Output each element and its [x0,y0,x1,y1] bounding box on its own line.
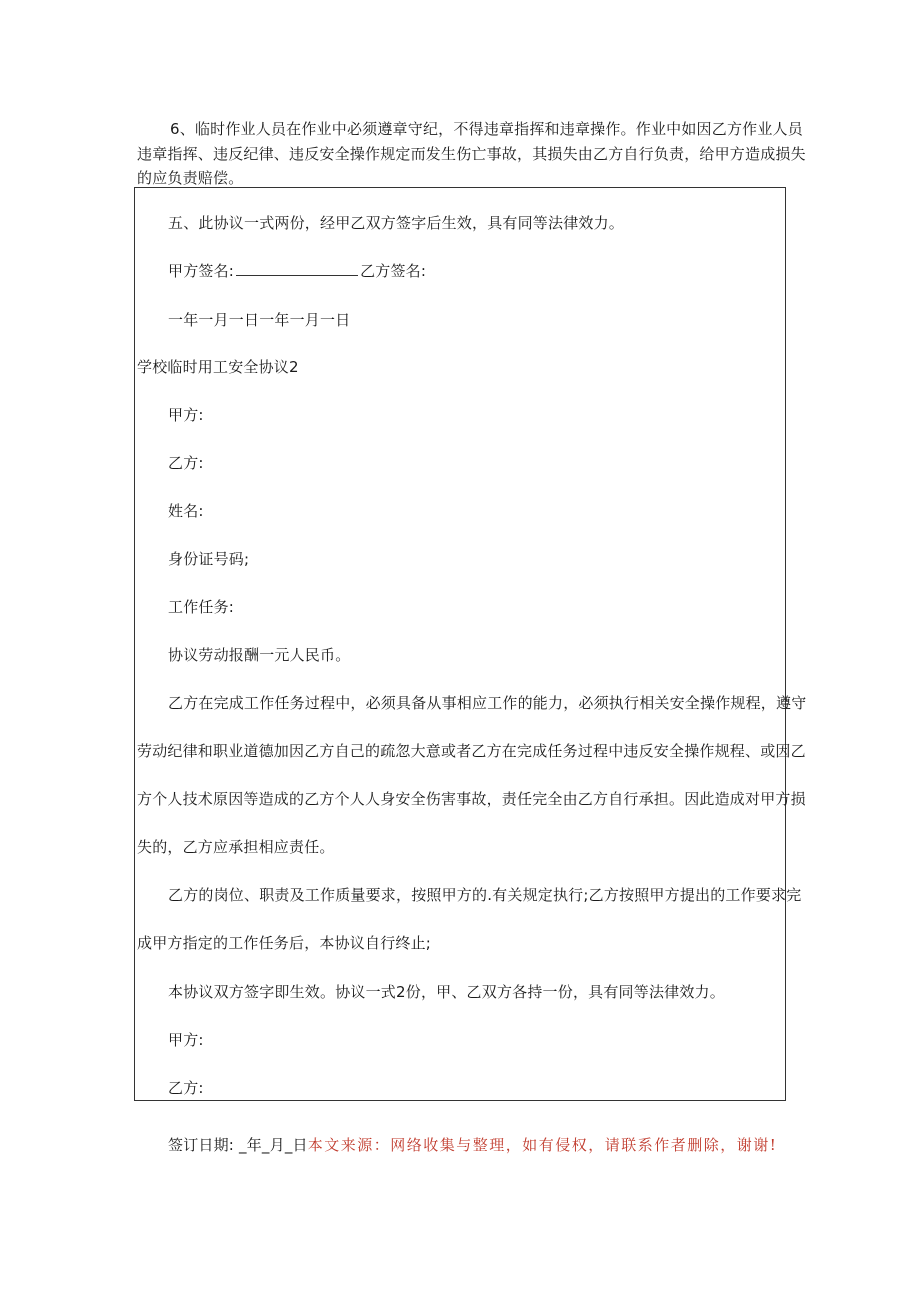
para1-line4: 失的，乙方应承担相应责任。 [137,838,335,856]
date-line: 一年一月一日一年一月一日 [168,311,351,329]
work-task-label: 工作任务: [168,598,235,616]
id-number-label: 身份证号码; [168,550,250,568]
remuneration-text: 协议劳动报酬一元人民币。 [168,646,351,664]
party-a-label-2: 甲方: [168,1031,204,1049]
para3-text: 本协议双方签字即生效。协议一式2份，甲、乙双方各持一份，具有同等法律效力。 [168,983,725,1001]
party-a-label: 甲方: [168,406,204,424]
para2-line1: 乙方的岗位、职责及工作质量要求，按照甲方的.有关规定执行;乙方按照甲方提出的工作要求完 [168,886,802,904]
item6-line2: 违章指挥、违反纪律、违反安全操作规定而发生伤亡事故，其损失由乙方自行负责，给甲方造成损失 [137,145,806,163]
sign-date-text: 签订日期: _年_月_日 [168,1136,308,1154]
item6-line3: 的应负责赔偿。 [137,169,244,187]
party-b-label-2: 乙方: [168,1079,204,1097]
clause5-text: 五、此协议一式两份，经甲乙双方签字后生效，具有同等法律效力。 [168,214,625,232]
agreement2-title: 学校临时用工安全协议2 [137,358,299,376]
footer-line [168,1133,777,1157]
party-a-sign-label: 甲方签名: [168,262,235,280]
para1-line1: 乙方在完成工作任务过程中，必须具备从事相应工作的能力，必须执行相关安全操作规程，遵守 [168,694,807,712]
party-a-sign-blank [236,261,358,276]
item6-line1: 6、临时作业人员在作业中必须遵章守纪，不得违章指挥和违章操作。作业中如因乙方作业人员 [170,120,803,138]
party-b-sign-label: 乙方签名: [360,262,427,280]
name-label: 姓名: [168,502,204,520]
para2-line2: 成甲方指定的工作任务后，本协议自行终止; [137,934,432,952]
para1-line3: 方个人技术原因等造成的乙方个人人身安全伤害事故，责任完全由乙方自行承担。因此造成对甲方损 [137,790,806,808]
party-b-label: 乙方: [168,454,204,472]
source-note: 本文来源：网络收集与整理，如有侵权，请联系作者删除，谢谢! [307,1136,778,1154]
signature-line [168,259,426,283]
para1-line2: 劳动纪律和职业道德加因乙方自己的疏忽大意或者乙方在完成任务过程中违反安全操作规程、或因乙 [137,742,806,760]
